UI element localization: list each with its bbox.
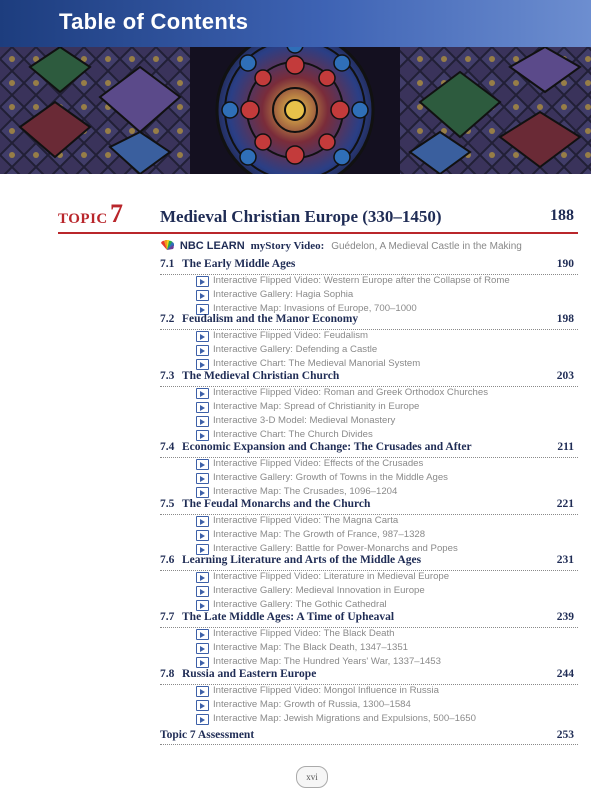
- lesson-heading[interactable]: [160, 667, 578, 685]
- play-icon: [196, 714, 209, 725]
- stained-glass-banner-image: [0, 47, 591, 174]
- play-icon: [196, 388, 209, 399]
- lesson-heading[interactable]: [160, 257, 578, 275]
- page-title: Table of Contents: [59, 9, 249, 34]
- interactive-resource-link[interactable]: [196, 289, 578, 303]
- stained-glass-illustration: [0, 47, 591, 174]
- resource-label: Interactive Flipped Video: Mongol Influence in Russia: [213, 685, 439, 696]
- lesson-page-number: 198: [556, 313, 574, 325]
- mystory-video-link[interactable]: [160, 240, 522, 254]
- resource-label: Interactive Chart: The Church Divides: [213, 429, 373, 440]
- lesson-title: Russia and Eastern Europe: [182, 668, 317, 680]
- mystory-title: Guédelon, A Medieval Castle in the Making: [331, 241, 522, 252]
- lesson-title: The Early Middle Ages: [182, 258, 296, 270]
- resource-label: Interactive Gallery: Hagia Sophia: [213, 289, 354, 300]
- topic-heading: [58, 199, 578, 231]
- lesson-entry: [160, 667, 578, 727]
- lesson-number: 7.6: [160, 554, 175, 566]
- lesson-entry: [160, 312, 578, 372]
- resource-label: Interactive Map: The Hundred Years' War, 1337–1453: [213, 656, 441, 667]
- lesson-page-number: 190: [556, 258, 574, 270]
- play-icon: [196, 643, 209, 654]
- lesson-entry: [160, 440, 578, 500]
- interactive-resource-link[interactable]: [196, 401, 578, 415]
- lesson-number: 7.2: [160, 313, 175, 325]
- assessment-page-number: 253: [556, 729, 574, 741]
- play-icon: [196, 402, 209, 413]
- interactive-resource-link[interactable]: [196, 515, 578, 529]
- interactive-resource-link[interactable]: [196, 571, 578, 585]
- play-icon: [196, 276, 209, 287]
- nbc-peacock-icon: [160, 240, 174, 250]
- resource-label: Interactive Map: The Crusades, 1096–1204: [213, 486, 398, 497]
- lesson-entry: [160, 497, 578, 557]
- interactive-resource-link[interactable]: [196, 628, 578, 642]
- lesson-title: The Medieval Christian Church: [182, 370, 340, 382]
- page-folio: xvi: [296, 766, 328, 788]
- assessment-label: Topic 7 Assessment: [160, 729, 255, 741]
- lesson-heading[interactable]: [160, 440, 578, 458]
- resource-label: Interactive Flipped Video: Effects of the Crusades: [213, 458, 424, 469]
- play-icon: [196, 516, 209, 527]
- resource-label: Interactive Gallery: Battle for Power-Monarchs and Popes: [213, 543, 458, 554]
- lesson-title: The Feudal Monarchs and the Church: [182, 498, 371, 510]
- lesson-number: 7.3: [160, 370, 175, 382]
- lesson-page-number: 221: [556, 498, 574, 510]
- lesson-page-number: 244: [556, 668, 574, 680]
- interactive-resource-link[interactable]: [196, 472, 578, 486]
- interactive-resource-link[interactable]: [196, 713, 578, 727]
- topic-title[interactable]: Medieval Christian Europe (330–1450): [160, 207, 442, 226]
- page-header: [0, 0, 591, 47]
- lesson-entry: [160, 610, 578, 670]
- lesson-title: Economic Expansion and Change: The Crusades and After: [182, 441, 472, 453]
- lesson-number: 7.7: [160, 611, 175, 623]
- lesson-page-number: 239: [556, 611, 574, 623]
- topic-divider: [58, 232, 578, 234]
- lesson-title: Learning Literature and Arts of the Middle Ages: [182, 554, 422, 566]
- resource-label: Interactive Flipped Video: Roman and Greek Orthodox Churches: [213, 387, 488, 398]
- resource-label: Interactive Gallery: Growth of Towns in the Middle Ages: [213, 472, 448, 483]
- lesson-entry: [160, 257, 578, 317]
- resource-label: Interactive Map: Jewish Migrations and Expulsions, 500–1650: [213, 713, 476, 724]
- interactive-resource-link[interactable]: [196, 387, 578, 401]
- resource-label: Interactive Flipped Video: Feudalism: [213, 330, 369, 341]
- resource-label: Interactive Flipped Video: The Magna Carta: [213, 515, 399, 526]
- mystory-label: myStory Video:: [250, 240, 325, 252]
- play-icon: [196, 629, 209, 640]
- lesson-number: 7.1: [160, 258, 175, 270]
- lesson-number: 7.4: [160, 441, 175, 453]
- topic-label: TOPIC: [58, 211, 108, 227]
- lesson-heading[interactable]: [160, 312, 578, 330]
- interactive-resource-link[interactable]: [196, 699, 578, 713]
- play-icon: [196, 700, 209, 711]
- lesson-entry: [160, 553, 578, 613]
- interactive-resource-link[interactable]: [196, 344, 578, 358]
- interactive-resource-link[interactable]: [196, 275, 578, 289]
- lesson-number: 7.5: [160, 498, 175, 510]
- topic-number: 7: [110, 199, 123, 228]
- resource-label: Interactive Map: Growth of Russia, 1300–1584: [213, 699, 411, 710]
- play-icon: [196, 459, 209, 470]
- resource-label: Interactive Flipped Video: The Black Death: [213, 628, 395, 639]
- play-icon: [196, 331, 209, 342]
- resource-label: Interactive Map: Spread of Christianity in Europe: [213, 401, 420, 412]
- lesson-heading[interactable]: [160, 610, 578, 628]
- play-icon: [196, 416, 209, 427]
- topic-page-number: 188: [550, 207, 574, 224]
- play-icon: [196, 345, 209, 356]
- lesson-heading[interactable]: [160, 369, 578, 387]
- resource-label: Interactive 3-D Model: Medieval Monastery: [213, 415, 396, 426]
- lesson-heading[interactable]: [160, 553, 578, 571]
- resource-label: Interactive Flipped Video: Western Europe after the Collapse of Rome: [213, 275, 510, 286]
- play-icon: [196, 572, 209, 583]
- interactive-resource-link[interactable]: [196, 458, 578, 472]
- resource-label: Interactive Map: The Growth of France, 987–1328: [213, 529, 426, 540]
- interactive-resource-link[interactable]: [196, 330, 578, 344]
- lesson-heading[interactable]: [160, 497, 578, 515]
- play-icon: [196, 586, 209, 597]
- lesson-page-number: 231: [556, 554, 574, 566]
- interactive-resource-link[interactable]: [196, 642, 578, 656]
- lesson-page-number: 203: [556, 370, 574, 382]
- play-icon: [196, 686, 209, 697]
- topic-assessment-entry[interactable]: [160, 728, 578, 745]
- interactive-resource-link[interactable]: [196, 529, 578, 543]
- lesson-entry: [160, 369, 578, 443]
- resource-label: Interactive Map: Invasions of Europe, 700–1000: [213, 303, 417, 314]
- play-icon: [196, 290, 209, 301]
- play-icon: [196, 530, 209, 541]
- resource-label: Interactive Chart: The Medieval Manorial System: [213, 358, 421, 369]
- lesson-title: The Late Middle Ages: A Time of Upheaval: [182, 611, 395, 623]
- play-icon: [196, 473, 209, 484]
- resource-label: Interactive Gallery: Defending a Castle: [213, 344, 378, 355]
- lesson-page-number: 211: [557, 441, 574, 453]
- nbc-learn-brand: NBC LEARN: [179, 240, 245, 252]
- resource-label: Interactive Gallery: The Gothic Cathedral: [213, 599, 387, 610]
- interactive-resource-link[interactable]: [196, 415, 578, 429]
- lesson-title: Feudalism and the Manor Economy: [182, 313, 359, 325]
- interactive-resource-link[interactable]: [196, 585, 578, 599]
- resource-label: Interactive Map: The Black Death, 1347–1351: [213, 642, 409, 653]
- resource-label: Interactive Gallery: Medieval Innovation in Europe: [213, 585, 425, 596]
- resource-label: Interactive Flipped Video: Literature in Medieval Europe: [213, 571, 450, 582]
- interactive-resource-link[interactable]: [196, 685, 578, 699]
- lesson-number: 7.8: [160, 668, 175, 680]
